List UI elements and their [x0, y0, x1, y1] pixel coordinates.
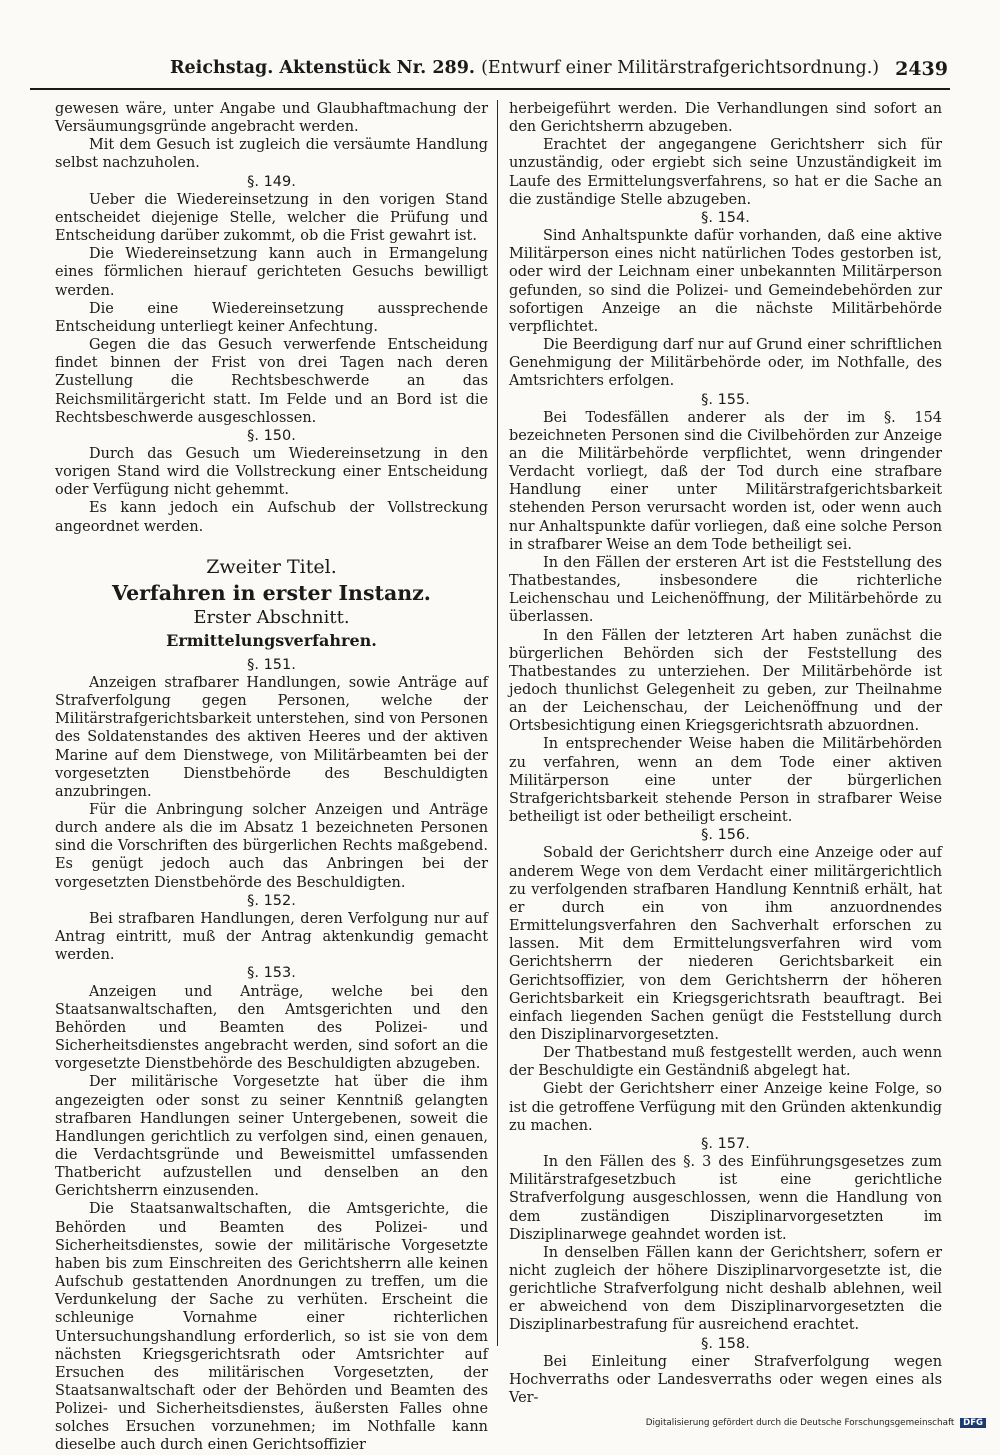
paragraph: Sobald der Gerichtsherr durch eine Anzeige oder auf anderem Wege von dem Verdacht einer militärgerichtlich zu verfolgenden strafbaren Handlung Kenntniß erhält, hat er durch ein von ihm anzuordnendes Ermittelungsverfahren den Sachverhalt erforschen zu lassen. Mit dem Ermittelungsverfahren wird vom Gerichtsherrn der niederen Gerichtsbarkeit ein Gerichtsoffizier, von dem Gerichtsherrn der höheren Gerichtsbarkeit ein Kriegsgerichtsrath beauftragt. Bei einfach liegenden Sachen genügt die Feststellung durch den Disziplinarvorgesetzten.: [509, 845, 942, 1043]
paragraph: Die Staatsanwaltschaften, die Amtsgerichte, die Behörden und Beamten des Polizei- und Sicherheitsdienstes, sowie der militärische Vorgesetzte haben bis zum Einschreiten des Gerichtsherrn alle keinen Aufschub gestattenden Anordnungen zu treffen, um die Verdunkelung der Sache zu verhüten. Erscheint die schleunige Vornahme einer richterlichen Untersuchungshandlung erforderlich, so ist sie von dem nächsten Kriegsgerichtsrath oder Amtsrichter auf Ersuchen des militärischen Vorgesetzten, der Staatsanwaltschaft oder der Behörden und Beamten des Polizei- und Sicherheitsdienstes, äußersten Falles ohne solches Ersuchen vorzunehmen; im Nothfalle kann dieselbe auch durch einen Gerichtsoffizier: [55, 1201, 488, 1454]
paragraph: Für die Anbringung solcher Anzeigen und Anträge durch andere als die im Absatz 1 bezeichneten Personen sind die Vorschriften des bürgerlichen Rechts maßgebend. Es genügt jedoch auch das Anbringen bei der vorgesetzten Dienstbehörde des Beschuldigten.: [55, 802, 488, 891]
chapter-heading: Erster Abschnitt.: [193, 606, 350, 628]
section-number: §. 156.: [701, 827, 750, 844]
paragraph: Bei strafbaren Handlungen, deren Verfolgung nur auf Antrag eintritt, muß der Antrag aktenkundig gemacht werden.: [55, 910, 488, 964]
paragraph: In den Fällen des §. 3 des Einführungsgesetzes zum Militärstrafgesetzbuch ist eine gerichtliche Strafverfolgung ausgeschlossen, wenn die Handlung von dem zuständigen Disziplinarvorgesetzten im Disziplinarwege geahndet worden ist.: [509, 1154, 942, 1243]
paragraph: Ueber die Wiedereinsetzung in den vorigen Stand entscheidet diejenige Stelle, welcher die Prüfung und Entscheidung darüber zukommt, ob die Frist gewahrt ist.: [55, 191, 488, 245]
paragraph: Mit dem Gesuch ist zugleich die versäumte Handlung selbst nachzuholen.: [55, 137, 488, 172]
paragraph: gewesen wäre, unter Angabe und Glaubhaftmachung der Versäumungsgründe angebracht werden.: [55, 101, 488, 136]
digitization-credit-text: Digitalisierung gefördert durch die Deutsche Forschungsgemeinschaft: [645, 1418, 955, 1428]
running-title: [170, 58, 879, 78]
paragraph: herbeigeführt werden. Die Verhandlungen sind sofort an den Gerichtsherrn abzugeben.: [509, 101, 942, 136]
column-divider: [497, 100, 498, 1346]
left-column: [55, 100, 488, 1454]
page-header: [30, 56, 950, 90]
spacer: [55, 536, 488, 554]
page-number: 2439: [895, 58, 948, 80]
main-heading: Verfahren in erster Instanz.: [112, 580, 431, 605]
section-number: §. 157.: [701, 1135, 750, 1152]
paragraph: Erachtet der angegangene Gerichtsherr sich für unzuständig, oder ergiebt sich seine Unzuständigkeit im Laufe des Ermittelungsverfahrens, so hat er die Sache an die zuständige Stelle abzugeben.: [509, 137, 942, 208]
paragraph: Die Beerdigung darf nur auf Grund einer schriftlichen Genehmigung der Militärbehörde oder, im Nothfalle, des Amtsrichters erfolgen.: [509, 337, 942, 390]
section-number: §. 150.: [247, 427, 296, 444]
paragraph: Bei Todesfällen anderer als der im §. 154 bezeichneten Personen sind die Civilbehörden zur Anzeige an die Militärbehörde verpflichtet, wenn dringender Verdacht vorliegt, daß der Tod durch eine strafbare Handlung einer unter Militärstrafgerichtsbarkeit stehenden Person verursacht worden ist, oder wenn auch nur Anhaltspunkte dafür vorliegen, daß eine solche Person in strafbarer Weise an dem Tode betheiligt sei.: [509, 409, 942, 553]
running-title-main: Reichstag. Aktenstück Nr. 289.: [170, 58, 475, 78]
paragraph: Anzeigen strafbarer Handlungen, sowie Anträge auf Strafverfolgung gegen Personen, welche der Militärstrafgerichtsbarkeit unterstehen, sind von Personen des Soldatenstandes des aktiven Heeres und der aktiven Marine auf dem Dienstwege, von Militärbeamten bei der vorgesetzten Dienstbehörde des Beschuldigten anzubringen.: [55, 674, 488, 800]
running-title-subtitle: (Entwurf einer Militärstrafgerichtsordnung.): [481, 58, 880, 78]
section-number: §. 158.: [701, 1335, 750, 1352]
paragraph: Der militärische Vorgesetzte hat über die ihm angezeigten oder sonst zu seiner Kenntniß gelangten strafbaren Handlungen seiner Untergebenen, soweit die Handlungen gerichtlich zu verfolgen sind, einen genauen, die Verdachtsgründe und Beweismittel umfassenden Thatbericht aufzustellen und denselben an den Gerichtsherrn einzusenden.: [55, 1074, 488, 1200]
paragraph: Die Wiedereinsetzung kann auch in Ermangelung eines förmlichen hierauf gerichteten Gesuchs bewilligt werden.: [55, 246, 488, 299]
paragraph: Bei Einleitung einer Strafverfolgung wegen Hochverraths oder Landesverraths oder wegen eines als Ver-: [509, 1353, 942, 1407]
section-number: §. 149.: [247, 173, 296, 190]
right-column: [509, 100, 942, 1407]
paragraph: In den Fällen der letzteren Art haben zunächst die bürgerlichen Behörden sich der Feststellung des Thatbestandes zu unterziehen. Der Militärbehörde ist jedoch thunlichst Gelegenheit zu geben, zur Theilnahme an der Leichenschau, der Leichenöffnung und der Ortsbesichtigung einen Kriegsgerichtsrath abzuordnen.: [509, 627, 942, 735]
paragraph: Gegen die das Gesuch verwerfende Entscheidung findet binnen der Frist von drei Tagen nach deren Zustellung die Rechtsbeschwerde an das Reichsmilitärgericht statt. Im Felde und an Bord ist die Rechtsbeschwerde ausgeschlossen.: [55, 337, 488, 426]
section-number: §. 152.: [247, 892, 296, 909]
paragraph: Giebt der Gerichtsherr einer Anzeige keine Folge, so ist die getroffene Verfügung mit den Gründen aktenkundig zu machen.: [509, 1081, 942, 1134]
paragraph: In denselben Fällen kann der Gerichtsherr, sofern er nicht zugleich der höhere Disziplinarvorgesetzte ist, die gerichtliche Strafverfolgung nicht deshalb ablehnen, weil er abweichend von dem Disziplinarvorgesetzten die Disziplinarbestrafung für ausreichend erachtet.: [509, 1244, 942, 1334]
paragraph: Sind Anhaltspunkte dafür vorhanden, daß eine aktive Militärperson eines nicht natürlichen Todes gestorben ist, oder wird der Leichnam einer unbekannten Militärperson gefunden, so sind die Polizei- und Gemeindebehörden zur sofortigen Anzeige an die nächste Militärbehörde verpflichtet.: [509, 228, 942, 335]
title-heading: Zweiter Titel.: [206, 555, 337, 578]
digitization-credit: [646, 1418, 986, 1428]
section-number: §. 153.: [247, 965, 296, 982]
paragraph: Der Thatbestand muß festgestellt werden, auch wenn der Beschuldigte ein Geständniß abgelegt hat.: [509, 1045, 942, 1080]
paragraph: Durch das Gesuch um Wiedereinsetzung in den vorigen Stand wird die Vollstreckung einer Entscheidung oder Verfügung nicht gehemmt.: [55, 445, 488, 499]
section-number: §. 155.: [701, 391, 750, 408]
dfg-logo: DFG: [960, 1418, 986, 1428]
subchapter-heading: Ermittelungsverfahren.: [166, 630, 377, 650]
paragraph: In den Fällen der ersteren Art ist die Feststellung des Thatbestandes, insbesondere die richterliche Leichenschau und Leichenöffnung, der Militärbehörde zu überlassen.: [509, 554, 942, 626]
section-number: §. 151.: [247, 656, 296, 673]
paragraph: Es kann jedoch ein Aufschub der Vollstreckung angeordnet werden.: [55, 500, 488, 535]
section-number: §. 154.: [701, 209, 750, 226]
paragraph: Die eine Wiedereinsetzung aussprechende Entscheidung unterliegt keiner Anfechtung.: [55, 300, 488, 335]
paragraph: Anzeigen und Anträge, welche bei den Staatsanwaltschaften, den Amtsgerichten und den Behörden und Beamten des Polizei- und Sicherheitsdienstes angebracht werden, sind sofort an die vorgesetzte Dienstbehörde des Beschuldigten abzugeben.: [55, 983, 488, 1073]
paragraph: In entsprechender Weise haben die Militärbehörden zu verfahren, wenn an dem Tode einer aktiven Militärperson eine unter der bürgerlichen Strafgerichtsbarkeit stehende Person in strafbarer Weise betheiligt ist oder betheiligt erscheint.: [509, 736, 942, 826]
